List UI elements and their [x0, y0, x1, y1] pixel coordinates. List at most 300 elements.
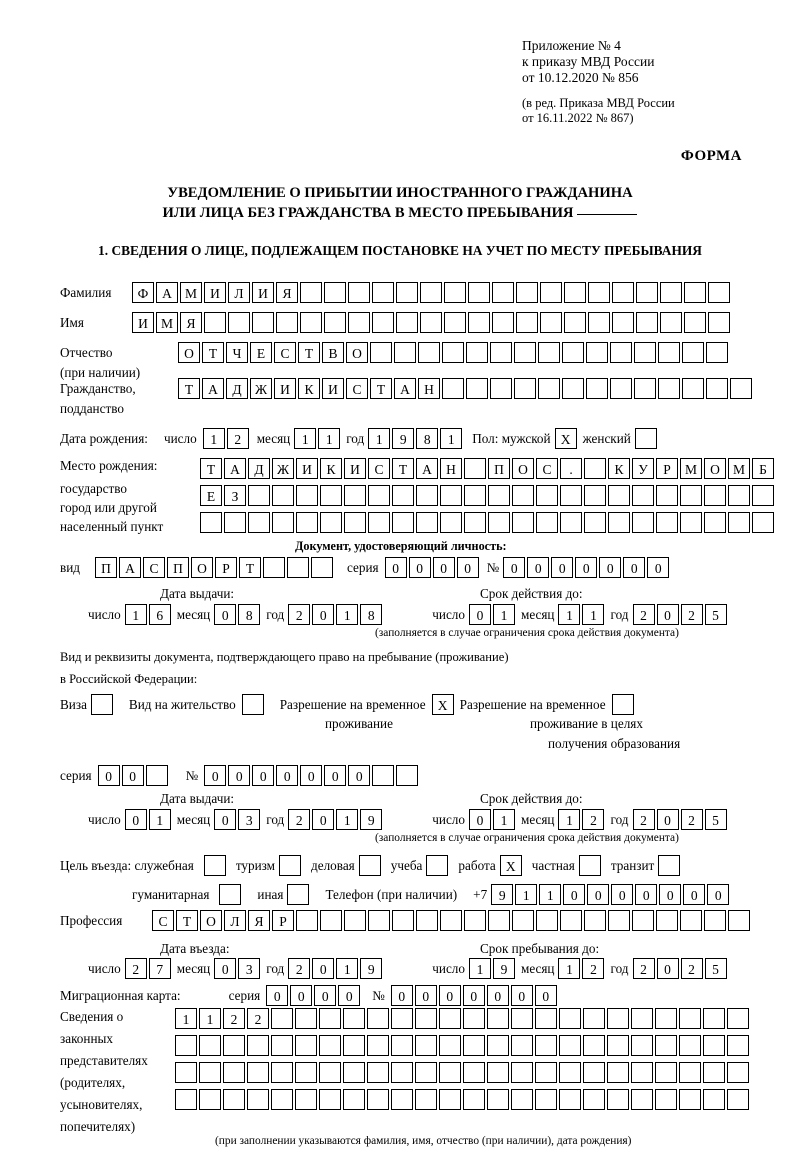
- cell[interactable]: [468, 312, 490, 333]
- cell[interactable]: Т: [392, 458, 414, 479]
- cell[interactable]: М: [728, 458, 750, 479]
- cell[interactable]: 2: [227, 428, 249, 449]
- cell[interactable]: [704, 512, 726, 533]
- cell[interactable]: [708, 312, 730, 333]
- cell[interactable]: [252, 312, 274, 333]
- cell[interactable]: [348, 312, 370, 333]
- cell[interactable]: [727, 1089, 749, 1110]
- cell[interactable]: [372, 282, 394, 303]
- cell[interactable]: М: [156, 312, 178, 333]
- cell[interactable]: [276, 312, 298, 333]
- cell[interactable]: [368, 512, 390, 533]
- phone-input[interactable]: [491, 884, 731, 905]
- cell[interactable]: 2: [633, 958, 655, 979]
- cell[interactable]: Т: [200, 458, 222, 479]
- purpose-business-checkbox[interactable]: [359, 855, 381, 876]
- cell[interactable]: 9: [360, 958, 382, 979]
- cell[interactable]: [319, 1062, 341, 1083]
- cell[interactable]: С: [143, 557, 165, 578]
- rep-line-1-input[interactable]: [175, 1008, 751, 1029]
- cell[interactable]: Е: [200, 485, 222, 506]
- cell[interactable]: 0: [300, 765, 322, 786]
- cell[interactable]: [392, 485, 414, 506]
- purpose-private-checkbox[interactable]: [579, 855, 601, 876]
- cell[interactable]: [584, 910, 606, 931]
- cell[interactable]: [272, 512, 294, 533]
- cell[interactable]: 2: [681, 809, 703, 830]
- cell[interactable]: [296, 485, 318, 506]
- cell[interactable]: [703, 1008, 725, 1029]
- purpose-work-checkbox[interactable]: X: [500, 855, 522, 876]
- cell[interactable]: [632, 485, 654, 506]
- cell[interactable]: 0: [228, 765, 250, 786]
- cell[interactable]: С: [368, 458, 390, 479]
- cell[interactable]: Ж: [250, 378, 272, 399]
- cell[interactable]: [536, 485, 558, 506]
- cell[interactable]: 0: [683, 884, 705, 905]
- cell[interactable]: [442, 378, 464, 399]
- cell[interactable]: [516, 282, 538, 303]
- cell[interactable]: [396, 282, 418, 303]
- cell[interactable]: 1: [294, 428, 316, 449]
- cell[interactable]: Т: [178, 378, 200, 399]
- cell[interactable]: [559, 1008, 581, 1029]
- cell[interactable]: Т: [176, 910, 198, 931]
- iddoc-valid-year-input[interactable]: [633, 604, 729, 625]
- cell[interactable]: [655, 1035, 677, 1056]
- cell[interactable]: Е: [250, 342, 272, 363]
- cell[interactable]: И: [322, 378, 344, 399]
- cell[interactable]: О: [512, 458, 534, 479]
- cell[interactable]: [492, 282, 514, 303]
- cell[interactable]: Т: [298, 342, 320, 363]
- cell[interactable]: 2: [288, 809, 310, 830]
- cell[interactable]: [514, 342, 536, 363]
- cell[interactable]: Р: [272, 910, 294, 931]
- cell[interactable]: 1: [336, 809, 358, 830]
- entry-month-input[interactable]: [214, 958, 262, 979]
- cell[interactable]: [631, 1008, 653, 1029]
- cell[interactable]: [199, 1062, 221, 1083]
- cell[interactable]: 0: [314, 985, 336, 1006]
- cell[interactable]: Т: [202, 342, 224, 363]
- cell[interactable]: [223, 1062, 245, 1083]
- cell[interactable]: Б: [752, 458, 774, 479]
- cell[interactable]: [655, 1062, 677, 1083]
- cell[interactable]: [512, 485, 534, 506]
- cell[interactable]: [343, 1062, 365, 1083]
- cell[interactable]: [634, 378, 656, 399]
- cell[interactable]: 0: [611, 884, 633, 905]
- cell[interactable]: [367, 1035, 389, 1056]
- cell[interactable]: 7: [149, 958, 171, 979]
- cell[interactable]: 0: [312, 958, 334, 979]
- cell[interactable]: 0: [204, 765, 226, 786]
- cell[interactable]: [319, 1035, 341, 1056]
- cell[interactable]: П: [167, 557, 189, 578]
- cell[interactable]: 6: [149, 604, 171, 625]
- cell[interactable]: [247, 1062, 269, 1083]
- cell[interactable]: [464, 910, 486, 931]
- cell[interactable]: [490, 378, 512, 399]
- cell[interactable]: [440, 910, 462, 931]
- cell[interactable]: [415, 1062, 437, 1083]
- cell[interactable]: З: [224, 485, 246, 506]
- cell[interactable]: [728, 485, 750, 506]
- cell[interactable]: 1: [203, 428, 225, 449]
- cell[interactable]: 0: [647, 557, 669, 578]
- cell[interactable]: 0: [324, 765, 346, 786]
- cell[interactable]: А: [202, 378, 224, 399]
- cell[interactable]: [464, 458, 486, 479]
- cell[interactable]: К: [298, 378, 320, 399]
- cell[interactable]: 2: [582, 958, 604, 979]
- cell[interactable]: 1: [558, 958, 580, 979]
- cell[interactable]: [372, 312, 394, 333]
- cell[interactable]: 0: [469, 604, 491, 625]
- cell[interactable]: 0: [657, 809, 679, 830]
- cell[interactable]: [610, 342, 632, 363]
- surname-input[interactable]: [132, 282, 732, 303]
- cell[interactable]: [658, 342, 680, 363]
- cell[interactable]: [391, 1035, 413, 1056]
- staydoc-number-input[interactable]: [204, 765, 420, 786]
- rep-line-3-input[interactable]: [175, 1062, 751, 1083]
- cell[interactable]: 0: [575, 557, 597, 578]
- cell[interactable]: 3: [238, 809, 260, 830]
- cell[interactable]: 5: [705, 604, 727, 625]
- cell[interactable]: [348, 282, 370, 303]
- iddoc-issue-month-input[interactable]: [214, 604, 262, 625]
- cell[interactable]: [344, 910, 366, 931]
- cell[interactable]: Л: [224, 910, 246, 931]
- cell[interactable]: [367, 1008, 389, 1029]
- cell[interactable]: 0: [312, 604, 334, 625]
- citizenship-input[interactable]: [178, 378, 754, 399]
- cell[interactable]: [343, 1008, 365, 1029]
- cell[interactable]: [300, 282, 322, 303]
- cell[interactable]: 2: [223, 1008, 245, 1029]
- cell[interactable]: [682, 378, 704, 399]
- cell[interactable]: [583, 1062, 605, 1083]
- cell[interactable]: [442, 342, 464, 363]
- cell[interactable]: [583, 1035, 605, 1056]
- cell[interactable]: 0: [657, 958, 679, 979]
- cell[interactable]: И: [252, 282, 274, 303]
- rep-line-4-input[interactable]: [175, 1089, 751, 1110]
- cell[interactable]: [583, 1089, 605, 1110]
- staydoc-valid-day-input[interactable]: [469, 809, 517, 830]
- cell[interactable]: Я: [180, 312, 202, 333]
- cell[interactable]: Т: [370, 378, 392, 399]
- cell[interactable]: [391, 1089, 413, 1110]
- cell[interactable]: [320, 910, 342, 931]
- cell[interactable]: 1: [582, 604, 604, 625]
- cell[interactable]: [559, 1062, 581, 1083]
- cell[interactable]: [631, 1062, 653, 1083]
- cell[interactable]: 9: [360, 809, 382, 830]
- cell[interactable]: [391, 1062, 413, 1083]
- cell[interactable]: [439, 1062, 461, 1083]
- cell[interactable]: [464, 485, 486, 506]
- cell[interactable]: В: [322, 342, 344, 363]
- cell[interactable]: 2: [288, 604, 310, 625]
- cell[interactable]: Л: [228, 282, 250, 303]
- cell[interactable]: 0: [503, 557, 525, 578]
- cell[interactable]: Н: [418, 378, 440, 399]
- cell[interactable]: [370, 342, 392, 363]
- cell[interactable]: [512, 512, 534, 533]
- cell[interactable]: [300, 312, 322, 333]
- cell[interactable]: [535, 1089, 557, 1110]
- cell[interactable]: [562, 378, 584, 399]
- cell[interactable]: [679, 1008, 701, 1029]
- cell[interactable]: [636, 282, 658, 303]
- cell[interactable]: [680, 512, 702, 533]
- cell[interactable]: [272, 485, 294, 506]
- profession-input[interactable]: [152, 910, 752, 931]
- cell[interactable]: [320, 485, 342, 506]
- cell[interactable]: [682, 342, 704, 363]
- cell[interactable]: С: [346, 378, 368, 399]
- cell[interactable]: [660, 282, 682, 303]
- rep-line-2-input[interactable]: [175, 1035, 751, 1056]
- birth-month-input[interactable]: [294, 428, 342, 449]
- cell[interactable]: А: [224, 458, 246, 479]
- cell[interactable]: [656, 485, 678, 506]
- cell[interactable]: [295, 1089, 317, 1110]
- cell[interactable]: [440, 485, 462, 506]
- cell[interactable]: [420, 312, 442, 333]
- cell[interactable]: [247, 1035, 269, 1056]
- cell[interactable]: 0: [659, 884, 681, 905]
- cell[interactable]: [295, 1062, 317, 1083]
- cell[interactable]: [394, 342, 416, 363]
- cell[interactable]: 0: [348, 765, 370, 786]
- cell[interactable]: [684, 282, 706, 303]
- cell[interactable]: [223, 1035, 245, 1056]
- cell[interactable]: [487, 1008, 509, 1029]
- cell[interactable]: 1: [336, 958, 358, 979]
- cell[interactable]: С: [274, 342, 296, 363]
- cell[interactable]: [464, 512, 486, 533]
- cell[interactable]: [559, 1035, 581, 1056]
- cell[interactable]: [296, 910, 318, 931]
- cell[interactable]: [560, 485, 582, 506]
- cell[interactable]: Ж: [272, 458, 294, 479]
- cell[interactable]: А: [416, 458, 438, 479]
- cell[interactable]: [271, 1035, 293, 1056]
- cell[interactable]: 0: [535, 985, 557, 1006]
- cell[interactable]: [466, 378, 488, 399]
- cell[interactable]: 0: [122, 765, 144, 786]
- cell[interactable]: 0: [457, 557, 479, 578]
- cell[interactable]: [540, 282, 562, 303]
- cell[interactable]: Ч: [226, 342, 248, 363]
- cell[interactable]: [680, 485, 702, 506]
- cell[interactable]: [612, 312, 634, 333]
- cell[interactable]: [536, 512, 558, 533]
- cell[interactable]: М: [180, 282, 202, 303]
- cell[interactable]: [656, 512, 678, 533]
- cell[interactable]: [636, 312, 658, 333]
- cell[interactable]: 1: [368, 428, 390, 449]
- cell[interactable]: И: [204, 282, 226, 303]
- cell[interactable]: [655, 1008, 677, 1029]
- cell[interactable]: [175, 1035, 197, 1056]
- cell[interactable]: 8: [360, 604, 382, 625]
- cell[interactable]: [463, 1035, 485, 1056]
- cell[interactable]: 5: [705, 809, 727, 830]
- cell[interactable]: [607, 1089, 629, 1110]
- migration-card-number-input[interactable]: [391, 985, 559, 1006]
- purpose-study-checkbox[interactable]: [426, 855, 448, 876]
- cell[interactable]: 0: [587, 884, 609, 905]
- cell[interactable]: 8: [416, 428, 438, 449]
- cell[interactable]: 2: [247, 1008, 269, 1029]
- cell[interactable]: 0: [312, 809, 334, 830]
- cell[interactable]: М: [680, 458, 702, 479]
- cell[interactable]: [608, 910, 630, 931]
- cell[interactable]: 1: [558, 604, 580, 625]
- cell[interactable]: .: [560, 458, 582, 479]
- cell[interactable]: [439, 1008, 461, 1029]
- cell[interactable]: [287, 557, 309, 578]
- cell[interactable]: [415, 1089, 437, 1110]
- cell[interactable]: 2: [633, 809, 655, 830]
- cell[interactable]: [727, 1008, 749, 1029]
- birth-year-input[interactable]: [368, 428, 464, 449]
- cell[interactable]: [564, 312, 586, 333]
- cell[interactable]: [271, 1062, 293, 1083]
- cell[interactable]: [516, 312, 538, 333]
- cell[interactable]: [703, 1089, 725, 1110]
- cell[interactable]: [444, 312, 466, 333]
- identity-doc-series-input[interactable]: [385, 557, 481, 578]
- cell[interactable]: 1: [515, 884, 537, 905]
- cell[interactable]: [204, 312, 226, 333]
- cell[interactable]: [200, 512, 222, 533]
- cell[interactable]: [584, 512, 606, 533]
- cell[interactable]: 0: [252, 765, 274, 786]
- iddoc-issue-year-input[interactable]: [288, 604, 384, 625]
- cell[interactable]: [271, 1008, 293, 1029]
- cell[interactable]: [538, 342, 560, 363]
- staydoc-issue-month-input[interactable]: [214, 809, 262, 830]
- cell[interactable]: [560, 512, 582, 533]
- cell[interactable]: П: [488, 458, 510, 479]
- cell[interactable]: Р: [656, 458, 678, 479]
- iddoc-issue-day-input[interactable]: [125, 604, 173, 625]
- cell[interactable]: [608, 485, 630, 506]
- cell[interactable]: 1: [469, 958, 491, 979]
- cell[interactable]: 9: [493, 958, 515, 979]
- cell[interactable]: [343, 1089, 365, 1110]
- cell[interactable]: 1: [318, 428, 340, 449]
- cell[interactable]: 2: [288, 958, 310, 979]
- cell[interactable]: [311, 557, 333, 578]
- cell[interactable]: 0: [276, 765, 298, 786]
- cell[interactable]: 0: [635, 884, 657, 905]
- cell[interactable]: [416, 512, 438, 533]
- stay-day-input[interactable]: [469, 958, 517, 979]
- cell[interactable]: [175, 1062, 197, 1083]
- cell[interactable]: [708, 282, 730, 303]
- cell[interactable]: 3: [238, 958, 260, 979]
- cell[interactable]: 5: [705, 958, 727, 979]
- cell[interactable]: [420, 282, 442, 303]
- cell[interactable]: [512, 910, 534, 931]
- cell[interactable]: 0: [599, 557, 621, 578]
- cell[interactable]: [514, 378, 536, 399]
- cell[interactable]: [559, 1089, 581, 1110]
- cell[interactable]: Н: [440, 458, 462, 479]
- cell[interactable]: 0: [527, 557, 549, 578]
- cell[interactable]: [511, 1008, 533, 1029]
- cell[interactable]: [586, 342, 608, 363]
- identity-doc-number-input[interactable]: [503, 557, 671, 578]
- cell[interactable]: [223, 1089, 245, 1110]
- cell[interactable]: У: [632, 458, 654, 479]
- cell[interactable]: [752, 512, 774, 533]
- cell[interactable]: [324, 282, 346, 303]
- cell[interactable]: Р: [215, 557, 237, 578]
- purpose-tourism-checkbox[interactable]: [279, 855, 301, 876]
- cell[interactable]: 0: [707, 884, 729, 905]
- cell[interactable]: С: [152, 910, 174, 931]
- cell[interactable]: [344, 485, 366, 506]
- cell[interactable]: [511, 1035, 533, 1056]
- cell[interactable]: [487, 1062, 509, 1083]
- cell[interactable]: [656, 910, 678, 931]
- cell[interactable]: [752, 485, 774, 506]
- cell[interactable]: [655, 1089, 677, 1110]
- cell[interactable]: [439, 1089, 461, 1110]
- cell[interactable]: [487, 1035, 509, 1056]
- cell[interactable]: [415, 1035, 437, 1056]
- iddoc-valid-month-input[interactable]: [558, 604, 606, 625]
- cell[interactable]: [703, 1062, 725, 1083]
- entry-day-input[interactable]: [125, 958, 173, 979]
- cell[interactable]: [703, 1035, 725, 1056]
- cell[interactable]: [588, 312, 610, 333]
- cell[interactable]: [540, 312, 562, 333]
- birthplace-line-3-input[interactable]: [200, 512, 776, 533]
- cell[interactable]: 2: [681, 958, 703, 979]
- cell[interactable]: [727, 1035, 749, 1056]
- cell[interactable]: П: [95, 557, 117, 578]
- cell[interactable]: [367, 1062, 389, 1083]
- cell[interactable]: 0: [415, 985, 437, 1006]
- cell[interactable]: 1: [539, 884, 561, 905]
- cell[interactable]: 0: [125, 809, 147, 830]
- cell[interactable]: [418, 342, 440, 363]
- cell[interactable]: 8: [238, 604, 260, 625]
- cell[interactable]: 2: [681, 604, 703, 625]
- cell[interactable]: [560, 910, 582, 931]
- cell[interactable]: 9: [392, 428, 414, 449]
- edu-residence-checkbox[interactable]: [612, 694, 634, 715]
- cell[interactable]: [247, 1089, 269, 1110]
- cell[interactable]: [228, 312, 250, 333]
- cell[interactable]: [612, 282, 634, 303]
- cell[interactable]: [658, 378, 680, 399]
- cell[interactable]: [319, 1089, 341, 1110]
- cell[interactable]: [538, 378, 560, 399]
- purpose-service-checkbox[interactable]: [204, 855, 226, 876]
- cell[interactable]: 0: [623, 557, 645, 578]
- cell[interactable]: И: [274, 378, 296, 399]
